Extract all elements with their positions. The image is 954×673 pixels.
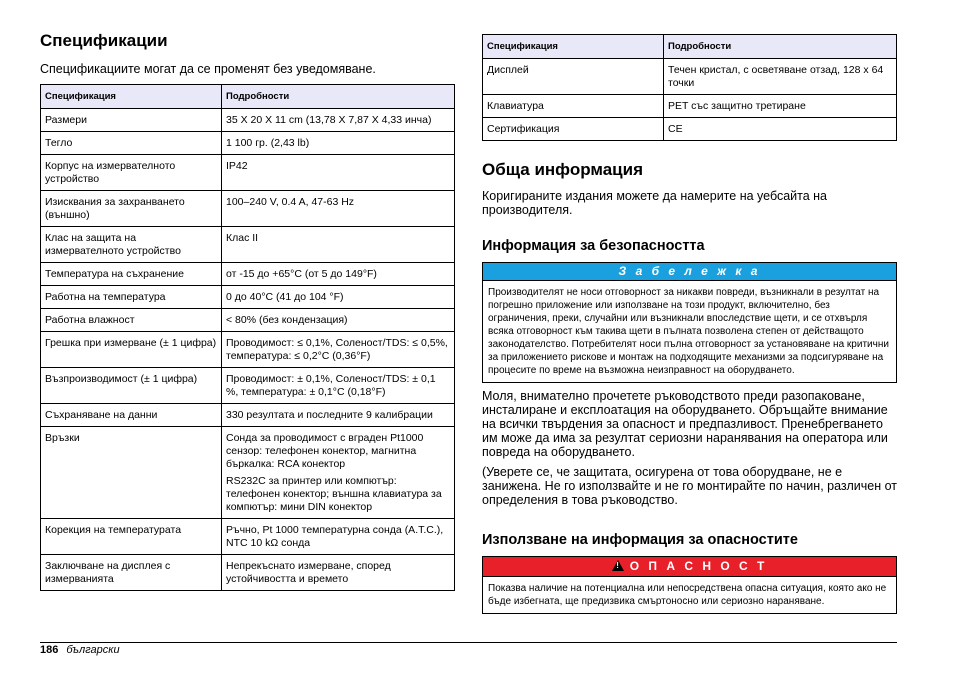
spec-name-cell: Грешка при измерване (± 1 цифра) [41, 332, 222, 368]
safety-info-heading: Информация за безопасността [482, 238, 705, 254]
spec-details-cell [222, 227, 455, 263]
spec-details-cell [222, 368, 455, 404]
danger-header [483, 557, 896, 576]
general-info-heading: Обща информация [482, 160, 643, 179]
table-row [41, 519, 455, 555]
spec-detail-text: от -15 до +65°C (от 5 до 149°F) [226, 268, 377, 280]
footer-language: български [66, 644, 120, 656]
spec-details-cell [222, 263, 455, 286]
danger-box [482, 556, 897, 614]
spec-detail-text: Течен кристал, с осветяване отзад, 128 x 64 точки [668, 64, 884, 89]
table-row [41, 286, 455, 309]
table-row [41, 263, 455, 286]
specifications-table-continued [482, 34, 897, 141]
spec-detail-text: Непрекъснато измерване, според устойчивостта и времето [226, 560, 391, 585]
warning-triangle-icon: ! [612, 560, 624, 571]
specifications-table-body [41, 109, 455, 591]
table-row [483, 59, 897, 95]
spec-detail-text: 1 100 гр. (2,43 lb) [226, 137, 310, 149]
spec-name-cell: Корекция на температурата [41, 519, 222, 555]
safety-paragraph: Моля, внимателно прочетете ръководството преди разопаковане, инсталиране и експлоатация на оборудването. Обръщайте внимание на всички твърдения за опасност и предпазливост. Пренебрегването им може да има за резултат сериозни наранявания на оператора или повреда на оборудването. [482, 389, 888, 459]
spec-details-cell [222, 332, 455, 368]
spec-name-cell: Клавиатура [483, 95, 664, 118]
table-header-row [41, 85, 455, 109]
table-row [483, 95, 897, 118]
table-row [41, 555, 455, 591]
table-row [41, 427, 455, 519]
spec-name-cell: Размери [41, 109, 222, 132]
spec-details-cell [664, 118, 897, 141]
spec-name-cell: Корпус на измервателното устройство [41, 155, 222, 191]
spec-detail-text: Проводимост: ≤ 0,1%, Соленост/TDS: ≤ 0,5%, температура: ≤ 0,2°C (0,36°F) [226, 337, 448, 362]
spec-name-cell: Тегло [41, 132, 222, 155]
hazard-info-heading: Използване на информация за опасностите [482, 532, 798, 548]
note-label: З а б е л е ж к а [483, 263, 896, 280]
spec-detail-text: CE [668, 123, 683, 135]
spec-detail-text: Клас II [226, 232, 259, 244]
spec-details-cell [222, 555, 455, 591]
spec-details-cell [222, 427, 455, 519]
spec-details-cell [222, 309, 455, 332]
right-column [482, 34, 897, 614]
specifications-intro: Спецификациите могат да се променят без уведомяване. [40, 62, 376, 76]
left-column [40, 30, 455, 591]
spec-detail-text: Ръчно, Pt 1000 температурна сонда (A.T.C.), NTC 10 kΩ сонда [226, 524, 444, 549]
danger-text: Показва наличие на потенциална или непосредствена опасна ситуация, която ако не бъде избегната, ще предизвика смъртоносно или сериозно нараняване. [483, 576, 896, 613]
spec-name-cell: Връзки [41, 427, 222, 519]
spec-name-cell: Температура на съхранение [41, 263, 222, 286]
spec-name-cell: Работна влажност [41, 309, 222, 332]
column-header-details: Подробности [222, 85, 455, 109]
spec-detail-text: RS232C за принтер или компютър: телефонен конектор; външна клавиатура за компютър: мини DIN конектор [226, 475, 442, 513]
protection-paragraph: (Уверете се, че защитата, осигурена от това оборудване, не е занижена. Не го използвайте и не го монтирайте по начин, различен от определения в това ръководство. [482, 465, 898, 507]
specifications-table [40, 84, 455, 591]
table-row [41, 155, 455, 191]
column-header-details: Подробности [664, 35, 897, 59]
column-header-spec: Спецификация [41, 85, 222, 109]
spec-details-cell [222, 109, 455, 132]
specifications-table-continued-body [483, 59, 897, 141]
danger-label: О П А С Н О С Т [629, 559, 768, 573]
table-row [41, 404, 455, 427]
spec-detail-text: 100–240 V, 0.4 A, 47-63 Hz [226, 196, 355, 208]
spec-detail-text: IP42 [226, 160, 248, 172]
spec-details-cell [664, 59, 897, 95]
spec-detail-text: 330 резултата и последните 9 калибрации [226, 409, 433, 421]
table-row [41, 309, 455, 332]
spec-details-cell [222, 404, 455, 427]
specifications-heading: Спецификации [40, 31, 168, 50]
spec-details-cell [222, 519, 455, 555]
general-info-text: Коригираните издания можете да намерите на уебсайта на производителя. [482, 189, 828, 217]
spec-detail-text: 0 до 40°C (41 до 104 °F) [226, 291, 344, 303]
footer-divider [40, 642, 897, 643]
spec-details-cell [222, 155, 455, 191]
spec-detail-text: PET със защитно третиране [668, 100, 806, 112]
spec-name-cell: Работна на температура [41, 286, 222, 309]
spec-name-cell: Дисплей [483, 59, 664, 95]
spec-name-cell: Възпроизводимост (± 1 цифра) [41, 368, 222, 404]
table-row [41, 109, 455, 132]
page-number: 186 [40, 644, 59, 656]
spec-details-cell [222, 191, 455, 227]
spec-detail-text: Проводимост: ± 0,1%, Соленост/TDS: ± 0,1 %, температура: ± 0,1°C (0,18°F) [226, 373, 436, 398]
column-header-spec: Спецификация [483, 35, 664, 59]
spec-details-cell [664, 95, 897, 118]
table-header-row [483, 35, 897, 59]
spec-details-cell [222, 132, 455, 155]
spec-detail-text: Сонда за проводимост с вграден Pt1000 сензор: телефонен конектор, магнитна бъркалка: RCA конектор [226, 432, 424, 470]
table-row [41, 368, 455, 404]
table-row [41, 132, 455, 155]
spec-name-cell: Съхраняване на данни [41, 404, 222, 427]
table-row [41, 191, 455, 227]
spec-detail-text: 35 X 20 X 11 cm (13,78 X 7,87 X 4,33 инча) [226, 114, 432, 126]
page-footer [40, 643, 120, 657]
table-row [41, 332, 455, 368]
spec-detail-text: < 80% (без кондензация) [226, 314, 348, 326]
spec-details-cell [222, 286, 455, 309]
note-text: Производителят не носи отговорност за никакви повреди, възникнали в резултат на погрешно приложение или използване на този продукт, включително, без ограничения, преки, случайни или възникнали впоследствие щети, и се отхвърля всяка отговорност към такива щети в пълната позволена степен от действащото законодателство. Потребителят носи пълна отговорност за установяване на критични за приложението рискове и монтаж на подходящите механизми за подсигуряване на процесите по време на възможна неизправност на оборудването. [483, 280, 896, 382]
note-box [482, 262, 897, 383]
spec-name-cell: Сертификация [483, 118, 664, 141]
spec-name-cell: Клас на защита на измервателното устройство [41, 227, 222, 263]
table-row [41, 227, 455, 263]
table-row [483, 118, 897, 141]
spec-name-cell: Заключване на дисплея с измерванията [41, 555, 222, 591]
spec-name-cell: Изисквания за захранването (външно) [41, 191, 222, 227]
